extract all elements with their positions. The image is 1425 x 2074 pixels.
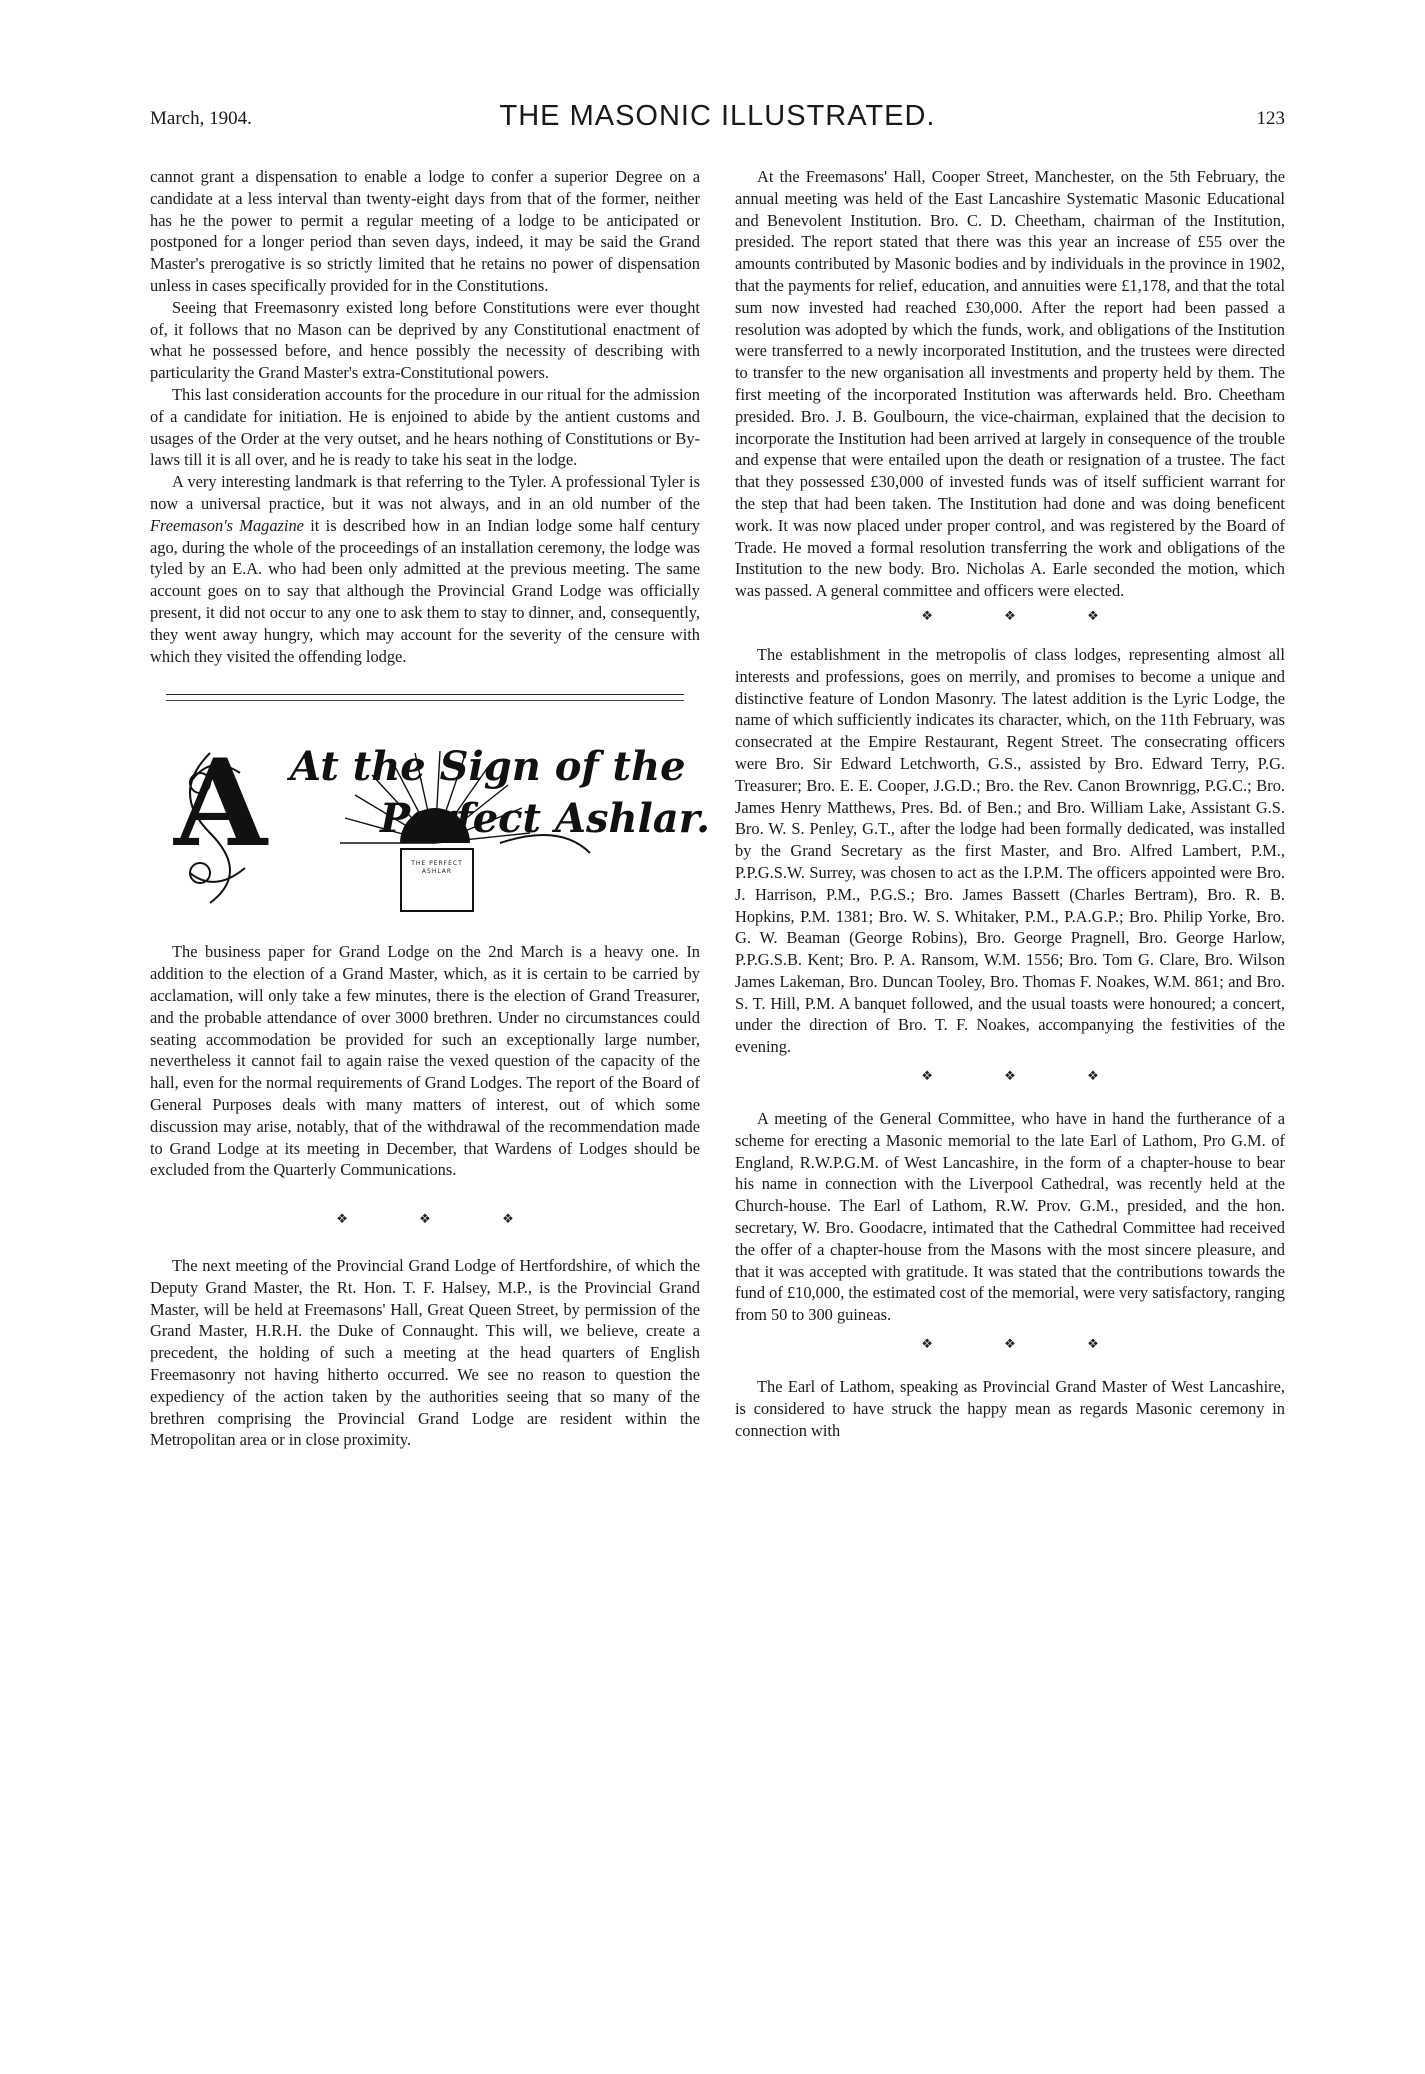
section-ornament: ❖ ❖ ❖: [336, 1211, 548, 1227]
section-ornament: ❖ ❖ ❖: [921, 1336, 1133, 1352]
paragraph: The business paper for Grand Lodge on the 2nd March is a heavy one. In addition to the election of a Grand Master, which, as it is certain to be carried by acclamation, will only take a few minutes, there is the election of Grand Treasurer, and the probable attendance of over 3000 brethren. Under no circumstances could seating accommodation be provided for such an exceptionally large number, nevertheless it cannot fail to again raise the vexed question of the capacity of the hall, even for the normal requirements of Grand Lodges. The report of the Board of General Purposes deals with many matters of interest, out of which some discussion may arise, notably, that of the withdrawal of the recommendation made to Grand Lodge at its meeting in December, that Wardens of Lodges should be excluded from the Quarterly Communications.: [150, 942, 700, 1180]
paragraph: The next meeting of the Provincial Grand Lodge of Hertfordshire, of which the Deputy Grand Master, the Rt. Hon. T. F. Halsey, M.P., is the Provincial Grand Master, will be held at Freemasons' Hall, Great Queen Street, by permission of the Grand Master, H.R.H. the Duke of Connaught. This will, we believe, create a precedent, the holding of such a meeting at the head quarters of English Freemasonry not having hitherto occurred. We see no reason to question the expediency of the action taken by the authorities seeing that so many of the brethren comprising the Provincial Grand Lodge are resident within the Metropolitan area or in close proximity.: [150, 1256, 700, 1450]
drop-cap-initial: A: [174, 733, 268, 875]
paragraph: The establishment in the metropolis of class lodges, representing almost all interests and professions, goes on merrily, and promises to become a unique and distinctive feature of London Masonry. The latest addition is the Lyric Lodge, the name of which sufficiently indicates its character, which, on the 11th February, was consecrated at the Empire Restaurant, Regent Street. The consecrating officers were Bro. Sir Edward Letchworth, G.S., assisted by Bro. Edward Terry, P.G. Treasurer; Bro. E. E. Cooper, J.G.D.; Bro. the Rev. Canon Brownrigg, P.G.C.; Bro. James Henry Matthews, Pres. Bd. of Ben.; and Bro. William Lake, Assistant G.S. Bro. W. S. Penley, G.T., after the lodge had been formally dedicated, was installed by the Grand Secretary as the first Master, and Bro. Alfred Lambert, P.M., P.P.G.S.W. Surrey, was chosen to act as the I.P.M. The officers appointed were Bro. J. Harrison, P.M., P.G.S.; Bro. James Bassett (Charles Bertram), Bro. R. B. Hopkins, P.M. 1381; Bro. W. S. Whitaker, P.M., P.A.G.P.; Bro. Philip Yorke, Bro. G. W. Beaman (George Robins), Bro. George Pragnell, Bro. George Harlow, P.P.G.S.B. Kent; Bro. P. A. Ransom, W.M. 1556; Bro. Tom G. Clare, Bro. Wilson James Lakeman, Bro. Duncan Tooley, Bro. Thomas F. Noakes, W.M. 861; and Bro. S. T. Hill, P.M. A banquet followed, and the usual toasts were honoured; a concert, under the direction of Bro. T. F. Noakes, accompanying the festivities of the evening.: [735, 644, 1285, 1057]
section-ornament: ❖ ❖ ❖: [921, 607, 1133, 623]
banner-title-line1: At the Sign of the: [290, 743, 686, 791]
banner-title-line2: Perfect Ashlar.: [380, 795, 711, 843]
left-column: [150, 166, 711, 1451]
right-column: [735, 166, 1285, 1441]
paragraph: The Earl of Lathom, speaking as Provincial Grand Master of West Lancashire, is considered to have struck the happy mean as regards Masonic ceremony in connection with: [735, 1377, 1285, 1440]
section-ornament: ❖ ❖ ❖: [921, 1068, 1133, 1084]
issue-date: March, 1904.: [150, 108, 252, 129]
ashlar-stone-icon: [400, 848, 474, 912]
paragraph: At the Freemasons' Hall, Cooper Street, Manchester, on the 5th February, the annual meeting was held of the East Lancashire Systematic Masonic Educational and Benevolent Institution. Bro. C. D. Cheetham, chairman of the Institution, presided. The report stated that there was this year an increase of £55 over the amounts contributed by Masonic bodies and by individuals in the province in 1902, that the payments for relief, education, and annuities were £1,178, and that the total sum now invested had reached £30,000. After the report had been passed a resolution was adopted by which the funds, work, and obligations of the Institution were transferred to a newly incorporated Institution, and the trustees were directed to transfer to the new organisation all investments and property held by them. The first meeting of the incorporated Institution was afterwards held. Bro. Cheetham presided. Bro. J. B. Goulbourn, the vice-chairman, explained that the decision to incorporate the Institution had been arrived at largely in consequence of the trouble and expense that were entailed upon the death or resignation of a trustee. The fact that they possessed £30,000 of invested funds was of itself sufficient warrant for the step that had been taken. The Institution had done and was doing beneficent work. It was now placed under proper control, and was registered by the Board of Trade. He moved a formal resolution transferring the work and obligations of the Institution to the new body. Bro. Nicholas A. Earle seconded the motion, which was passed. A general committee and officers were elected.: [735, 167, 1285, 601]
publication-title: THE MASONIC ILLUSTRATED.: [499, 100, 936, 132]
paragraph: A meeting of the General Committee, who have in hand the furtherance of a scheme for erecting a Masonic memorial to the late Earl of Lathom, Pro G.M. of England, R.W.P.G.M. of West Lancashire, in the form of a chapter-house to bear his name in connection with the Liverpool Cathedral, was recently held at the Church-house. The Earl of Lathom, R.W. Prov. G.M., presided, and the hon. secretary, W. Bro. Goodacre, intimated that the Cathedral Committee had received the offer of a chapter-house from the Masons with the most sincere pleasure, and that it was accepted with gratitude. It was stated that the contributions towards the fund of £10,000, the estimated cost of the memorial, were very satisfactory, ranging from 50 to 300 guineas.: [735, 1109, 1285, 1325]
section-divider: [166, 694, 684, 701]
ashlar-label: THE PERFECT ASHLAR: [411, 860, 463, 876]
paragraph: A very interesting landmark is that referring to the Tyler. A professional Tyler is now a universal practice, but it was not always, and in an old number of the Freemason's Magazine it is described how in an Indian lodge some half century ago, during the whole of the proceedings of an installation ceremony, the lodge was tyled by an E.A. who had been only admitted at the previous meeting. The same account goes on to say that although the Provincial Grand Lodge was officially present, it did not occur to any one to ask them to stay to dinner, and, consequently, they went away hungry, which may account for the severity of the censure with which they visited the offending lodge.: [150, 472, 700, 666]
page-header: [150, 100, 1285, 136]
page-number: 123: [1256, 108, 1285, 129]
section-banner: [160, 723, 711, 913]
paragraph: cannot grant a dispensation to enable a lodge to confer a superior Degree on a candidate at a less interval than twenty-eight days from that of the former, neither has he the power to permit a regular meeting of a lodge to be anticipated or postponed for a longer period than seven days, indeed, it may be said the Grand Master's prerogative is so strictly limited that he retains no power of dispensation unless in cases specifically provided for in the Constitutions.: [150, 167, 700, 295]
paragraph: This last consideration accounts for the procedure in our ritual for the admission of a candidate for initiation. He is enjoined to abide by the antient customs and usages of the Order at the very outset, and he hears nothing of Constitutions or By-laws till it is all over, and he is ready to take his seat in the lodge.: [150, 384, 700, 470]
paragraph: Seeing that Freemasonry existed long before Constitutions were ever thought of, it follows that no Mason can be deprived by any Constitutional enactment of what he possessed before, and hence possibly the necessity of describing with particularity the Grand Master's extra-Constitutional powers.: [150, 297, 700, 383]
